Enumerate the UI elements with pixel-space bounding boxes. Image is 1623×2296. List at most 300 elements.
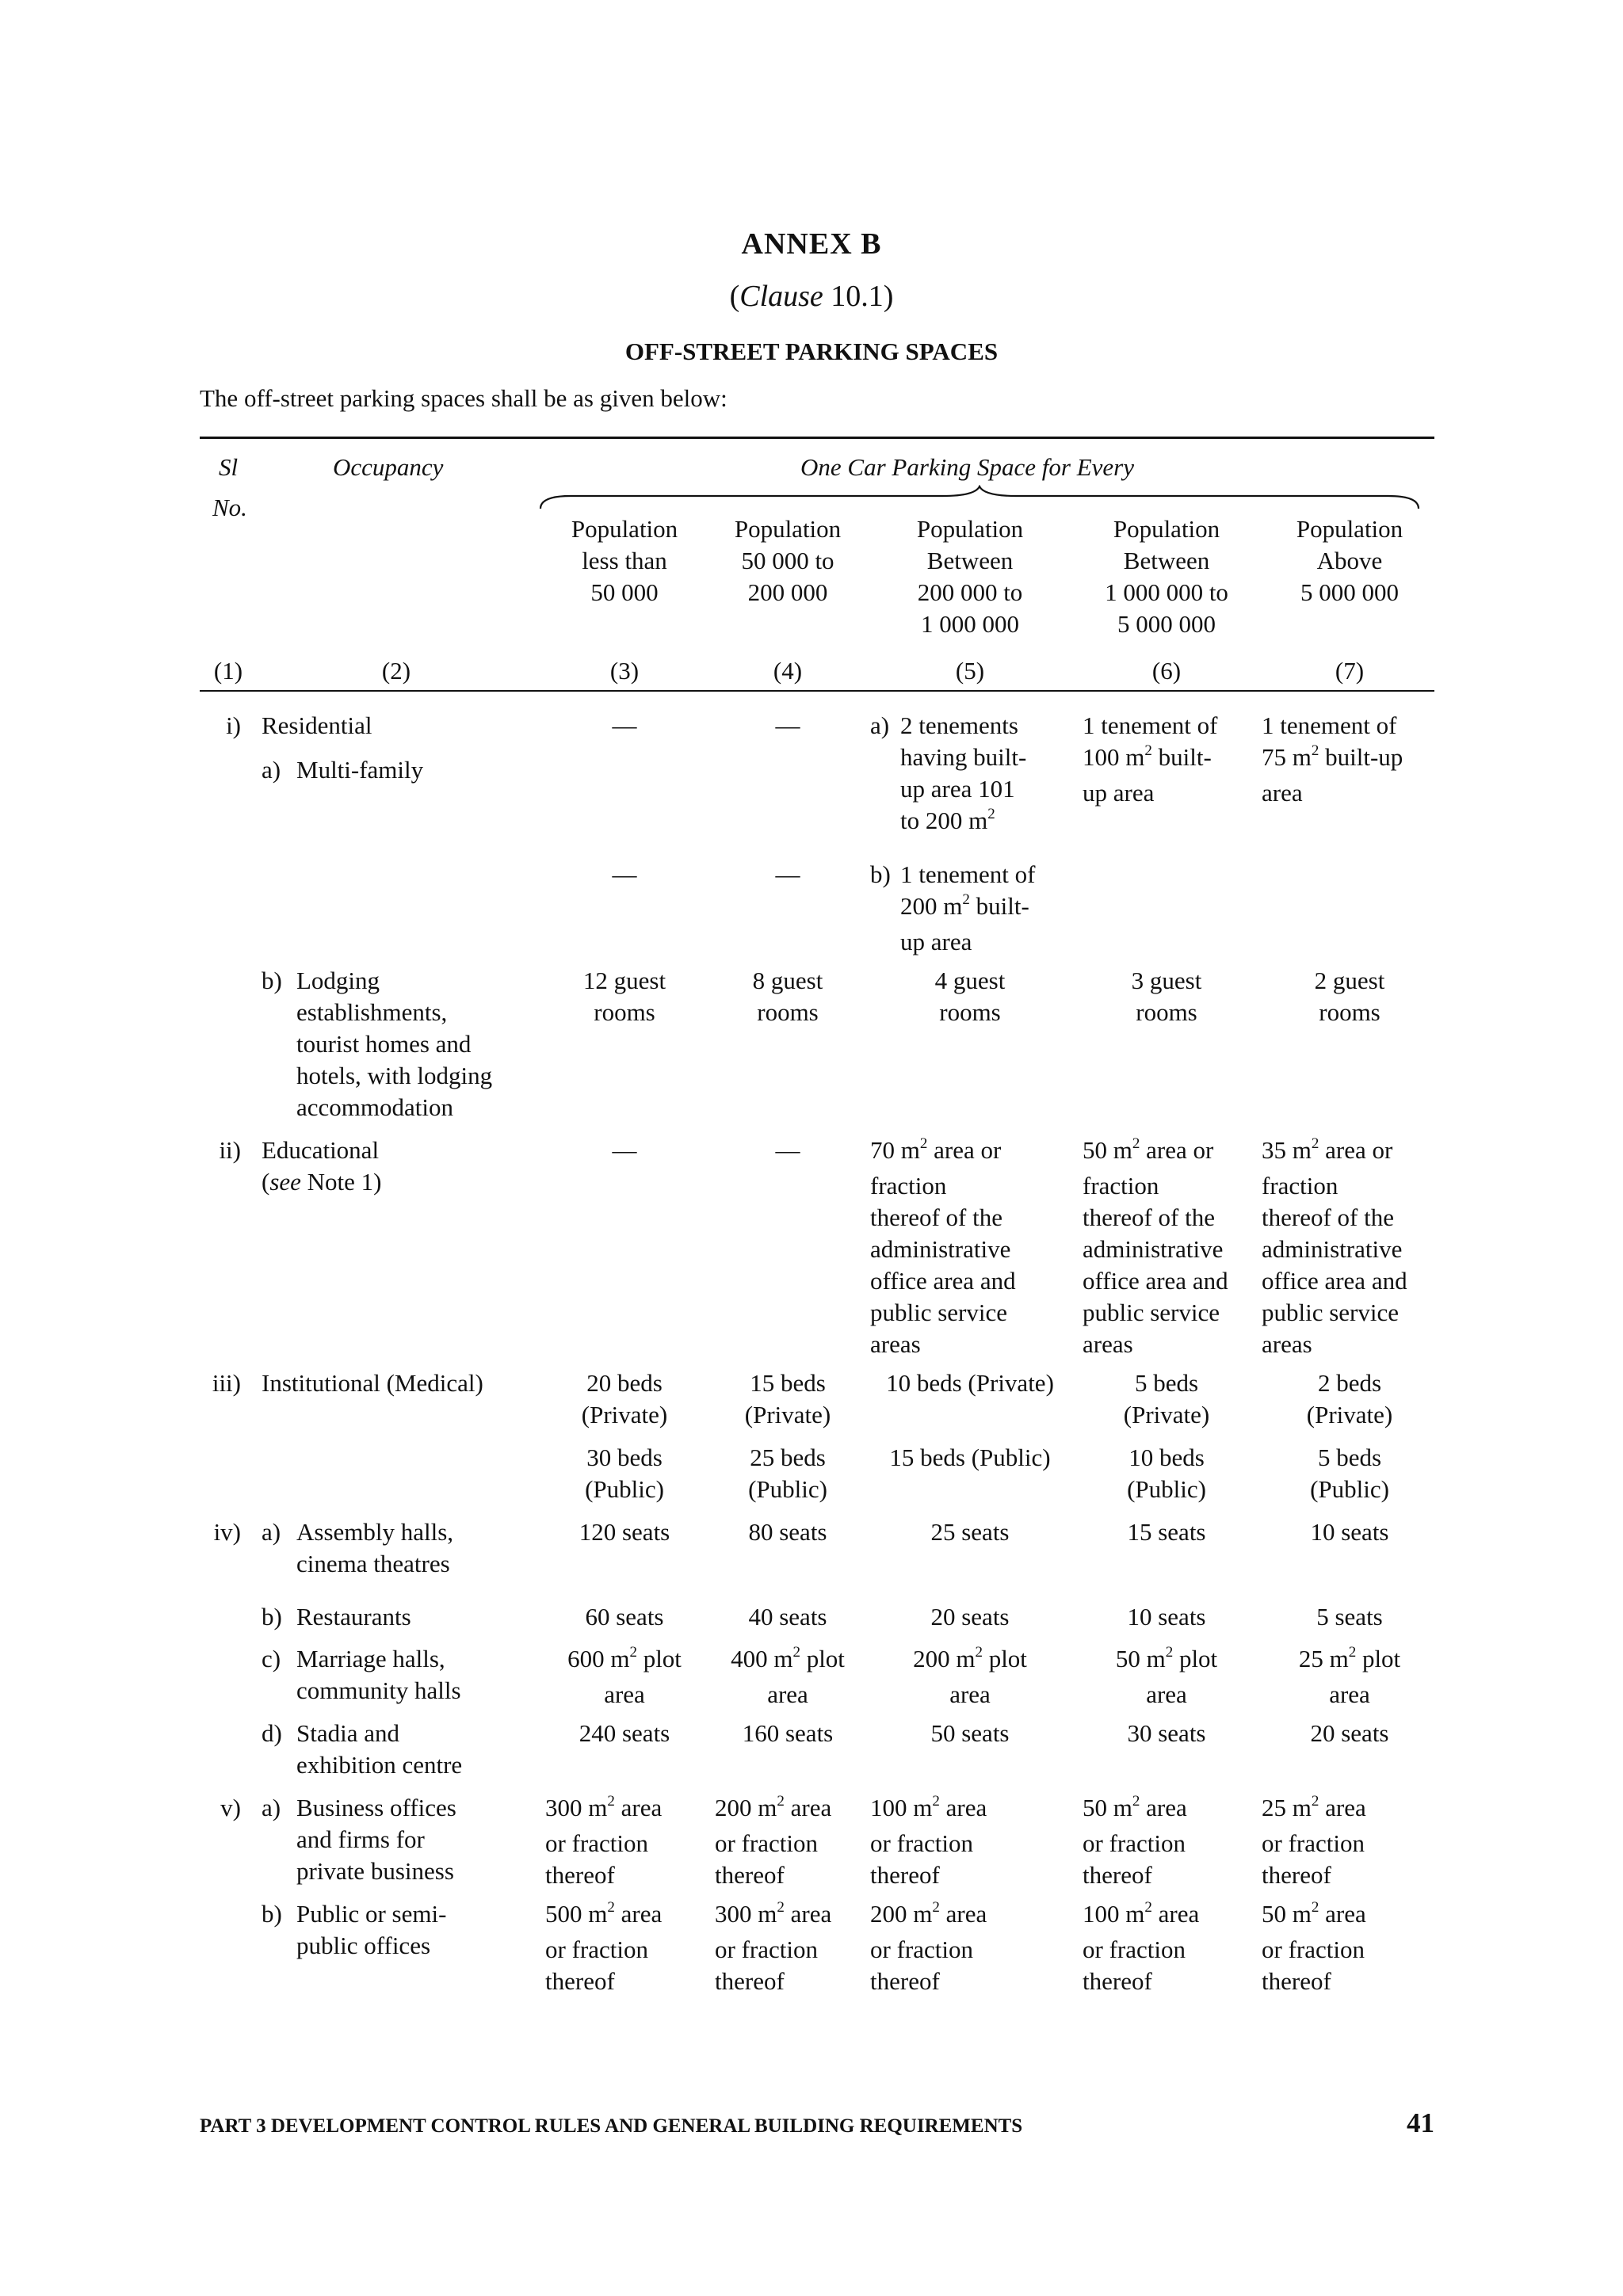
- sub-label: b): [262, 1900, 282, 1928]
- cell-line: areas: [1083, 1330, 1133, 1358]
- cell-line: thereof: [1083, 1967, 1152, 1995]
- cell-dash: —: [612, 1136, 637, 1164]
- cell-text: area or: [1140, 1136, 1214, 1164]
- cell-text: 25 m: [1298, 1645, 1349, 1672]
- cell-line: 2 tenements: [900, 711, 1018, 739]
- cell-text: plot: [1356, 1645, 1401, 1672]
- cell-line: 1 tenement of: [1083, 711, 1218, 739]
- column-header-line: 1 000 000 to: [1105, 578, 1228, 606]
- cell-line: up area: [900, 928, 972, 955]
- cell-line: or fraction: [1083, 1936, 1186, 1963]
- cell-line: having built-: [900, 743, 1027, 771]
- cell-educational-col6: [1083, 1135, 1228, 1360]
- superscript: 2: [1348, 1644, 1357, 1661]
- cell-text: 50 m: [1083, 1136, 1132, 1164]
- cell-text: 300 m: [715, 1900, 777, 1928]
- cell-line: fraction: [1262, 1172, 1338, 1199]
- cell-line: [870, 1792, 987, 1828]
- cell-public-offices-col4: [715, 1898, 831, 1997]
- cell-line: [715, 1792, 831, 1828]
- cell-line: up area: [1083, 779, 1155, 807]
- cell-text: 50 m: [1083, 1794, 1132, 1821]
- cell-business-col5: [870, 1792, 987, 1891]
- superscript: 2: [932, 1899, 940, 1916]
- row-sl-ii: ii): [219, 1136, 241, 1164]
- cell-line: thereof: [545, 1967, 615, 1995]
- section-title: OFF-STREET PARKING SPACES: [624, 338, 999, 365]
- superscript: 2: [1132, 1135, 1140, 1152]
- cell-dash: —: [612, 860, 637, 888]
- cell-line: rooms: [594, 998, 655, 1026]
- column-header-3: [555, 513, 694, 608]
- clause-prefix: (: [729, 280, 740, 313]
- cell-line: administrative: [1262, 1235, 1403, 1263]
- superscript: 2: [1311, 742, 1319, 759]
- header-bottom-rule: [200, 690, 1434, 692]
- cell-line: 15 beds: [750, 1369, 826, 1397]
- superscript: 2: [792, 1644, 800, 1661]
- cell-assembly-col4: 80 seats: [748, 1518, 827, 1546]
- cell-line: area: [604, 1680, 645, 1708]
- cell-line: area: [1146, 1680, 1187, 1708]
- cell-public-offices-col3: [545, 1898, 662, 1997]
- cell-assembly-col6: 15 seats: [1127, 1518, 1206, 1546]
- cell-lodging-col3: [555, 965, 694, 1028]
- cell-text: area: [1140, 1794, 1187, 1821]
- cell-text: built-: [1151, 743, 1212, 771]
- cell-medical-private-col3: [555, 1367, 694, 1431]
- cell-line: Stadia and: [296, 1719, 399, 1747]
- cell-line: [1262, 1135, 1407, 1170]
- column-header-line: 50 000 to: [741, 547, 834, 574]
- superscript: 2: [777, 1899, 785, 1916]
- cell-text: (: [262, 1168, 270, 1196]
- cell-line: community halls: [296, 1676, 461, 1704]
- cell-business-col7: [1262, 1792, 1366, 1891]
- cell-line: 1 tenement of: [1262, 711, 1397, 739]
- cell-line: 4 guest: [934, 967, 1006, 994]
- table-top-rule: [200, 437, 1434, 439]
- page-number: 41: [1407, 2107, 1434, 2138]
- cell-text: 35 m: [1262, 1136, 1312, 1164]
- superscript: 2: [1165, 1644, 1174, 1661]
- cell-medical-private-col4: [718, 1367, 857, 1431]
- cell-line: office area and: [1262, 1267, 1407, 1295]
- cell-line: [1083, 1792, 1187, 1828]
- cell-line: hotels, with lodging: [296, 1062, 493, 1089]
- column-header-line: Population: [571, 515, 678, 543]
- annex-title: ANNEX B: [741, 227, 882, 261]
- cell-line: or fraction: [1083, 1829, 1186, 1857]
- cell-marriage-col6: [1073, 1643, 1260, 1711]
- cell-line: fraction: [1083, 1172, 1159, 1199]
- cell-line: 3 guest: [1131, 967, 1202, 994]
- cell-text: 100 m: [1083, 743, 1145, 771]
- cell-line: thereof of the: [1083, 1203, 1215, 1231]
- column-header-line: Population: [1296, 515, 1403, 543]
- cell-line: Lodging: [296, 967, 380, 994]
- cell-text: 600 m: [567, 1645, 630, 1672]
- column-number-5: (5): [955, 657, 985, 685]
- cell-line: or fraction: [1262, 1829, 1365, 1857]
- cell-assembly-col5: 25 seats: [930, 1518, 1010, 1546]
- column-number-4: (4): [773, 657, 803, 685]
- cell-restaurants-col4: 40 seats: [748, 1603, 827, 1630]
- cell-line: 1 tenement of: [900, 860, 1036, 888]
- column-header-line: Population: [916, 515, 1024, 543]
- header-no: No.: [212, 494, 247, 521]
- cell-line: [262, 1166, 382, 1198]
- cell-text: area: [1151, 1900, 1200, 1928]
- cell-dash: —: [612, 711, 637, 739]
- cell-line: or fraction: [870, 1829, 973, 1857]
- superscript: 2: [919, 1135, 928, 1152]
- occupancy-assembly-halls: [296, 1516, 453, 1580]
- cell-line: and firms for: [296, 1825, 425, 1853]
- row-sl-i: i): [226, 711, 241, 739]
- cell-text: 25 m: [1262, 1794, 1312, 1821]
- superscript: 2: [1311, 1793, 1319, 1810]
- cell-line: Marriage halls,: [296, 1645, 445, 1672]
- cell-text: plot: [800, 1645, 845, 1672]
- cell-line: 10 beds: [1128, 1444, 1205, 1471]
- cell-text: 200 m: [715, 1794, 777, 1821]
- cell-assembly-col7: 10 seats: [1310, 1518, 1389, 1546]
- cell-lodging-col5: [876, 965, 1064, 1028]
- cell-line: Assembly halls,: [296, 1518, 454, 1546]
- cell-line: 5 beds: [1317, 1444, 1382, 1471]
- sub-label: a): [262, 756, 281, 784]
- cell-text: 50 m: [1262, 1900, 1312, 1928]
- cell-line: thereof of the: [1262, 1203, 1394, 1231]
- sub-label: a): [262, 1794, 281, 1821]
- cell-stadia-col7: 20 seats: [1310, 1719, 1389, 1747]
- cell-line: thereof of the: [870, 1203, 1002, 1231]
- cell-text: area: [784, 1900, 832, 1928]
- cell-line: rooms: [757, 998, 819, 1026]
- cell-text: 300 m: [545, 1794, 608, 1821]
- cell-text: 75 m: [1262, 743, 1312, 771]
- cell-line: 20 beds: [586, 1369, 663, 1397]
- column-header-line: 1 000 000: [921, 610, 1019, 638]
- cell-text: area: [784, 1794, 832, 1821]
- cell-line: [545, 1792, 662, 1828]
- occupancy-public-offices: [296, 1898, 446, 1962]
- column-number-3: (3): [609, 657, 640, 685]
- row-occupancy-educational: [262, 1135, 382, 1198]
- cell-business-col4: [715, 1792, 831, 1891]
- cell-text: built-: [969, 892, 1029, 920]
- sub-label: d): [262, 1719, 282, 1747]
- clause-reference: [0, 279, 1623, 314]
- cell-restaurants-col7: 5 seats: [1316, 1603, 1383, 1630]
- cell-line: or fraction: [545, 1829, 648, 1857]
- cell-line: administrative: [870, 1235, 1011, 1263]
- cell-text: area: [939, 1900, 987, 1928]
- sub-label: b): [262, 1603, 282, 1630]
- superscript: 2: [1311, 1899, 1319, 1916]
- cell-line: public offices: [296, 1932, 431, 1959]
- cell-text: plot: [1173, 1645, 1218, 1672]
- cell-line: rooms: [1319, 998, 1381, 1026]
- cell-medical-public-col5: 15 beds (Public): [889, 1444, 1051, 1471]
- cell-text: area: [1319, 1900, 1366, 1928]
- cell-line: [1266, 1643, 1433, 1679]
- cell-line: thereof: [1262, 1967, 1331, 1995]
- cell-line: area: [949, 1680, 991, 1708]
- cell-text: area: [1319, 1794, 1366, 1821]
- cell-line: area: [1329, 1680, 1370, 1708]
- cell-business-col6: [1083, 1792, 1187, 1891]
- cell-line: thereof: [870, 1967, 940, 1995]
- cell-line: 12 guest: [582, 967, 666, 994]
- column-header-line: 5 000 000: [1117, 610, 1216, 638]
- cell-medical-public-col7: [1266, 1442, 1433, 1505]
- superscript: 2: [932, 1793, 940, 1810]
- cell-line: areas: [1262, 1330, 1312, 1358]
- occupancy-lodging: [296, 965, 492, 1123]
- cell-marriage-col7: [1266, 1643, 1433, 1711]
- cell-text: built-up: [1319, 743, 1403, 771]
- cell-text: 200 m: [913, 1645, 976, 1672]
- page-footer: PART 3 DEVELOPMENT CONTROL RULES AND GENERAL BUILDING REQUIREMENTS: [200, 2115, 1023, 2137]
- cell-medical-private-col6: [1073, 1367, 1260, 1431]
- cell-text: see: [269, 1168, 301, 1196]
- cell-line: Business offices: [296, 1794, 456, 1821]
- occupancy-multi-family: Multi-family: [296, 756, 424, 784]
- column-header-line: less than: [582, 547, 667, 574]
- cell-text: 500 m: [545, 1900, 608, 1928]
- cell-line: thereof: [545, 1861, 615, 1889]
- cell-line: rooms: [939, 998, 1001, 1026]
- cell-line: (Public): [1310, 1475, 1389, 1503]
- cell-text: 200 m: [870, 1900, 933, 1928]
- cell-restaurants-col6: 10 seats: [1127, 1603, 1206, 1630]
- cell-multi-family-col5: [900, 710, 1026, 841]
- cell-text: area: [614, 1794, 663, 1821]
- cell-line: [900, 805, 1026, 841]
- sub-label: c): [262, 1645, 281, 1672]
- cell-line: [876, 1643, 1064, 1679]
- cell-line: [870, 1898, 987, 1934]
- cell-line: area: [767, 1680, 808, 1708]
- cell-text: area: [614, 1900, 663, 1928]
- cell-line: (Public): [585, 1475, 664, 1503]
- cell-line: Educational: [262, 1136, 380, 1164]
- cell-dash: —: [775, 860, 800, 888]
- cell-line: or fraction: [870, 1936, 973, 1963]
- cell-educational-col7: [1262, 1135, 1407, 1360]
- occupancy-marriage-halls: [296, 1643, 461, 1707]
- cell-marriage-col4: [718, 1643, 857, 1711]
- cell-dash: —: [775, 711, 800, 739]
- row-occupancy-institutional: Institutional (Medical): [262, 1369, 483, 1397]
- cell-line: fraction: [870, 1172, 947, 1199]
- cell-stadia-col5: 50 seats: [930, 1719, 1010, 1747]
- column-header-line: Above: [1316, 547, 1383, 574]
- cell-line: [1262, 1898, 1366, 1934]
- superscript: 2: [975, 1644, 983, 1661]
- cell-line: [1262, 742, 1403, 777]
- cell-medical-public-col3: [555, 1442, 694, 1505]
- cell-line: [1083, 742, 1217, 777]
- column-header-line: 200 000 to: [917, 578, 1023, 606]
- cell-line: rooms: [1136, 998, 1197, 1026]
- cell-line: [900, 891, 1035, 926]
- cell-line: tourist homes and: [296, 1030, 472, 1058]
- column-number-1: (1): [213, 657, 243, 685]
- cell-line: (Public): [748, 1475, 827, 1503]
- cell-line: (Private): [1123, 1401, 1210, 1428]
- superscript: 2: [607, 1899, 615, 1916]
- superscript: 2: [1144, 1899, 1152, 1916]
- cell-multi-family-col6: [1083, 710, 1217, 809]
- cell-public-offices-col7: [1262, 1898, 1366, 1997]
- cell-lodging-col4: [718, 965, 857, 1028]
- cell-line: 8 guest: [752, 967, 823, 994]
- cell-line: (Private): [1306, 1401, 1393, 1428]
- cell-text: 70 m: [870, 1136, 920, 1164]
- cell-line: up area 101: [900, 775, 1015, 803]
- cell-restaurants-col5: 20 seats: [930, 1603, 1010, 1630]
- occupancy-restaurants: Restaurants: [296, 1603, 411, 1630]
- header-brace: [539, 485, 1420, 512]
- cell-line: thereof: [1262, 1861, 1331, 1889]
- cell-line: thereof: [715, 1861, 785, 1889]
- cell-multi-family-col7: [1262, 710, 1403, 809]
- cell-line: establishments,: [296, 998, 448, 1026]
- row-sl-v: v): [220, 1794, 241, 1821]
- cell-educational-col5: [870, 1135, 1016, 1360]
- cell-line: public service: [870, 1299, 1008, 1326]
- column-header-6: [1073, 513, 1260, 640]
- cell-line: thereof: [715, 1967, 785, 1995]
- cell-line: office area and: [1083, 1267, 1228, 1295]
- cell-line: 5 beds: [1134, 1369, 1199, 1397]
- intro-text: The off-street parking spaces shall be as given below:: [200, 384, 727, 412]
- cell-line: (Private): [581, 1401, 668, 1428]
- cell-line: or fraction: [715, 1829, 818, 1857]
- cell-public-offices-col5: [870, 1898, 987, 1997]
- row-occupancy-residential: Residential: [262, 711, 372, 739]
- occupancy-stadia: [296, 1718, 462, 1781]
- cell-line: [1073, 1643, 1260, 1679]
- clause-number: 10.1): [823, 280, 894, 313]
- cell-medical-public-col4: [718, 1442, 857, 1505]
- cell-line: thereof: [870, 1861, 940, 1889]
- column-header-line: Population: [734, 515, 842, 543]
- sub-label: a): [262, 1518, 281, 1546]
- cell-marriage-col3: [555, 1643, 694, 1711]
- cell-line: cinema theatres: [296, 1550, 450, 1577]
- cell-line: office area and: [870, 1267, 1016, 1295]
- cell-text: area or: [1319, 1136, 1393, 1164]
- cell-line: Public or semi-: [296, 1900, 447, 1928]
- cell-line: 2 guest: [1314, 967, 1385, 994]
- column-header-5: [876, 513, 1064, 640]
- cell-stadia-col4: 160 seats: [742, 1719, 834, 1747]
- cell-line: private business: [296, 1857, 454, 1885]
- row-sl-iii: iii): [212, 1369, 241, 1397]
- cell-line: administrative: [1083, 1235, 1224, 1263]
- cell-stadia-col3: 240 seats: [579, 1719, 670, 1747]
- column-header-line: Between: [926, 547, 1014, 574]
- cell-line: [1083, 1135, 1228, 1170]
- column-header-line: Population: [1113, 515, 1220, 543]
- cell-public-offices-col6: [1083, 1898, 1199, 1997]
- cell-stadia-col6: 30 seats: [1127, 1719, 1206, 1747]
- cell-text: 50 m: [1115, 1645, 1166, 1672]
- cell-line: thereof: [1083, 1861, 1152, 1889]
- cell-restaurants-col3: 60 seats: [585, 1603, 664, 1630]
- cell-line: [1262, 1792, 1366, 1828]
- cell-line: or fraction: [1262, 1936, 1365, 1963]
- column-header-line: 200 000: [747, 578, 828, 606]
- cell-line: areas: [870, 1330, 921, 1358]
- cell-line: [715, 1898, 831, 1934]
- cell-line: public service: [1262, 1299, 1400, 1326]
- cell-text: 100 m: [870, 1794, 933, 1821]
- superscript: 2: [629, 1644, 637, 1661]
- clause-word: Clause: [739, 280, 823, 313]
- cell-line: or fraction: [545, 1936, 648, 1963]
- cell-line: [545, 1898, 662, 1934]
- sub-label: b): [262, 967, 282, 994]
- cell-line: [1083, 1898, 1199, 1934]
- column-header-7: [1266, 513, 1433, 608]
- cell-marriage-col5: [876, 1643, 1064, 1711]
- cell-text: 400 m: [731, 1645, 793, 1672]
- superscript: 2: [987, 806, 995, 822]
- cell-line: 25 beds: [750, 1444, 826, 1471]
- cell-medical-private-col7: [1266, 1367, 1433, 1431]
- column-header-line: 50 000: [590, 578, 659, 606]
- cell-text: Note 1): [300, 1168, 382, 1196]
- cell-line: (Private): [744, 1401, 831, 1428]
- cell-business-col3: [545, 1792, 662, 1891]
- cell-line: [870, 1135, 1016, 1170]
- cell-lodging-col6: [1073, 965, 1260, 1028]
- cell-dash: —: [775, 1136, 800, 1164]
- superscript: 2: [1144, 742, 1152, 759]
- cell-line: 30 beds: [586, 1444, 663, 1471]
- cell-text: plot: [982, 1645, 1027, 1672]
- cell-line: 2 beds: [1317, 1369, 1382, 1397]
- cell-line: [555, 1643, 694, 1679]
- cell-medical-private-col5: 10 beds (Private): [886, 1369, 1054, 1397]
- cell-line: accommodation: [296, 1093, 453, 1121]
- column-header-4: [718, 513, 857, 608]
- cell-line: exhibition centre: [296, 1751, 463, 1779]
- column-header-line: Between: [1123, 547, 1210, 574]
- cell-line: or fraction: [715, 1936, 818, 1963]
- row-sl-iv: iv): [213, 1518, 241, 1546]
- header-sl: Sl: [219, 453, 239, 481]
- cell-text: 200 m: [900, 892, 963, 920]
- cell-line: (Public): [1127, 1475, 1206, 1503]
- cell-text: area: [939, 1794, 987, 1821]
- superscript: 2: [1311, 1135, 1319, 1152]
- cell-line: [718, 1643, 857, 1679]
- cell-multi-family-col5-b: [900, 859, 1035, 958]
- cell-text: 100 m: [1083, 1900, 1145, 1928]
- superscript: 2: [962, 891, 970, 908]
- cell-multi-family-col5-label: a): [870, 711, 890, 739]
- occupancy-business-offices: [296, 1792, 456, 1887]
- cell-assembly-col3: 120 seats: [579, 1518, 670, 1546]
- header-occupancy: Occupancy: [333, 453, 444, 481]
- cell-text: plot: [636, 1645, 682, 1672]
